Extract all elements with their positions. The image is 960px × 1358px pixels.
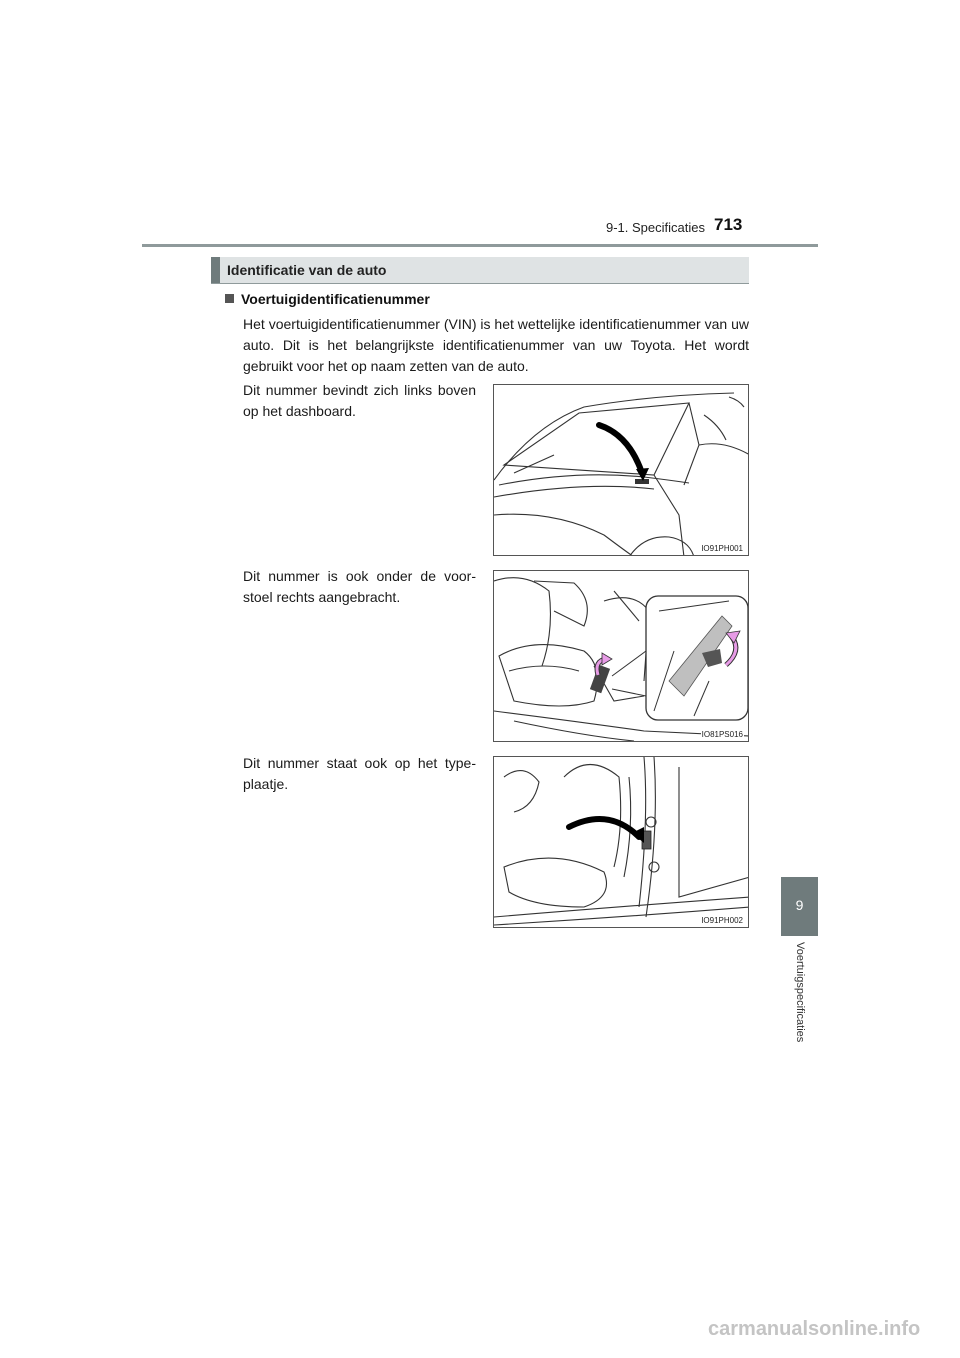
chapter-tab-label bbox=[789, 942, 809, 1062]
figure-code: IO91PH001 bbox=[701, 544, 743, 553]
seat-illustration bbox=[494, 571, 749, 742]
location-text-dashboard: Dit nummer bevindt zich links boven op het dashboard. bbox=[243, 382, 476, 419]
intro-paragraph: Het voertuigidentificatienummer (VIN) is het wettelijke identificatienummer van uw auto. Dit is het belangrijkste identificatienummer van uw Toyota. Het wordt gebruikt voor het op naam zetten van de auto. bbox=[243, 316, 749, 374]
figure-code: IO91PH002 bbox=[701, 916, 743, 925]
section-accent bbox=[211, 257, 220, 283]
section-title: Identificatie van de auto bbox=[227, 262, 387, 278]
location-text-seat: Dit nummer is ook onder de voor-stoel rechts aangebracht. bbox=[243, 568, 476, 605]
chapter-tab-number: 9 bbox=[795, 897, 804, 913]
figure-type-plate bbox=[493, 756, 749, 928]
chapter-tab-label-text: Voertuigspecificaties bbox=[794, 942, 806, 1043]
dashboard-illustration bbox=[494, 385, 749, 556]
subsection-title: Voertuigidentificatienummer bbox=[241, 291, 430, 307]
location-text-type-plate: Dit nummer staat ook op het type-plaatje. bbox=[243, 755, 476, 792]
figure-code: IO81PS016 bbox=[701, 730, 743, 739]
page-number: 713 bbox=[714, 215, 743, 234]
chapter-header: 9-1. Specificaties bbox=[606, 220, 705, 235]
section-heading bbox=[211, 257, 749, 283]
vin-plate-marker bbox=[635, 479, 649, 484]
subsection-heading bbox=[225, 291, 430, 307]
figure-seat bbox=[493, 570, 749, 742]
chapter-tab bbox=[781, 877, 818, 936]
header-divider bbox=[142, 244, 818, 247]
figure-dashboard bbox=[493, 384, 749, 556]
section-divider bbox=[211, 283, 749, 284]
arrow-icon bbox=[569, 819, 644, 843]
watermark: carmanualsonline.info bbox=[708, 1318, 921, 1340]
door-pillar-illustration bbox=[494, 757, 749, 928]
bullet-square-icon bbox=[225, 294, 234, 303]
